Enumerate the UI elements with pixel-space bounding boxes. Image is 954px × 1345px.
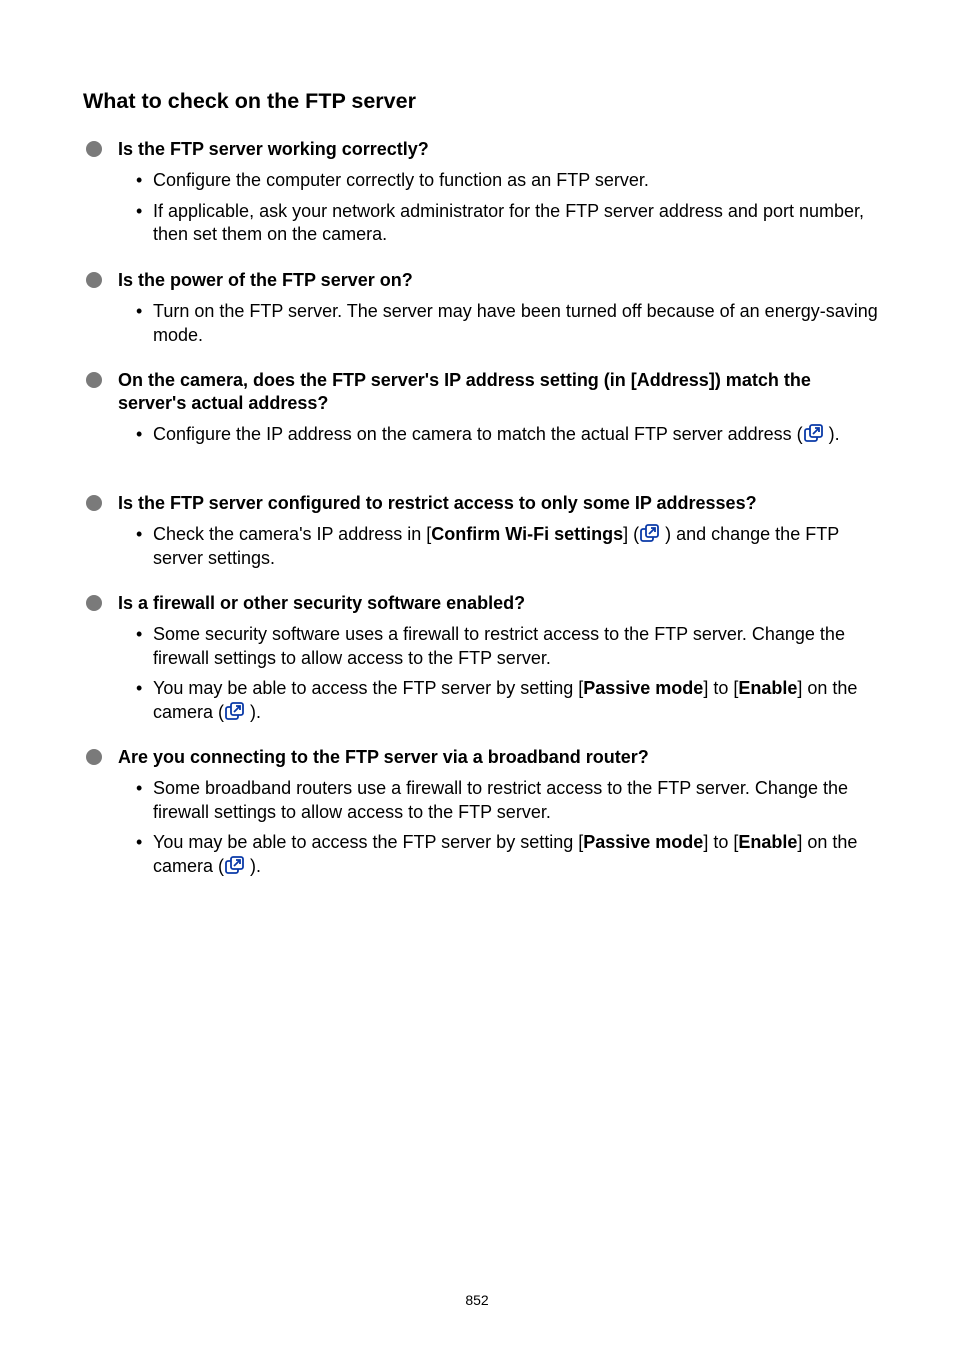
question-heading bbox=[83, 138, 883, 161]
bullet-circle-icon bbox=[86, 372, 102, 388]
answer-text: Configure the IP address on the camera to match the actual FTP server address ( ). bbox=[153, 424, 840, 444]
answer-item bbox=[83, 423, 883, 447]
check-item bbox=[83, 269, 883, 354]
question-heading bbox=[83, 369, 883, 415]
menu-item-name: Passive mode bbox=[583, 678, 704, 698]
bullet-marker: • bbox=[136, 624, 143, 644]
question-text: Are you connecting to the FTP server via a broadband router? bbox=[118, 747, 649, 767]
bullet-marker: • bbox=[136, 778, 143, 798]
answer-item bbox=[83, 169, 883, 193]
bullet-marker: • bbox=[136, 832, 143, 852]
page-title: What to check on the FTP server bbox=[83, 89, 416, 113]
answer-item bbox=[83, 677, 883, 724]
answer-text: You may be able to access the FTP server by setting [Passive mode] to [Enable] on the camera ( ). bbox=[153, 678, 858, 722]
check-item bbox=[83, 138, 883, 254]
bullet-circle-icon bbox=[86, 595, 102, 611]
bullet-marker: • bbox=[136, 301, 143, 321]
menu-item-name: Enable bbox=[738, 678, 798, 698]
menu-item-name: Enable bbox=[738, 832, 798, 852]
answer-item bbox=[83, 777, 883, 824]
question-text: On the camera, does the FTP server's IP address setting (in [Address]) match the server's actual address? bbox=[118, 370, 811, 413]
answer-item bbox=[83, 831, 883, 878]
menu-item-name: Confirm Wi-Fi settings bbox=[431, 524, 624, 544]
bullet-marker: • bbox=[136, 200, 143, 221]
page-reference-icon[interactable] bbox=[225, 702, 244, 721]
check-item bbox=[83, 592, 883, 731]
bullet-marker: • bbox=[136, 524, 143, 544]
bullet-circle-icon bbox=[86, 272, 102, 288]
check-item bbox=[83, 369, 883, 454]
question-heading bbox=[83, 269, 883, 292]
answer-text: Check the camera's IP address in [Confirm Wi-Fi settings] ( ) and change the FTP server settings. bbox=[153, 524, 839, 568]
answer-text: Some security software uses a firewall to restrict access to the FTP server. Change the firewall settings to allow access to the FTP server. bbox=[153, 624, 845, 668]
page-number: 852 bbox=[465, 1292, 489, 1308]
answer-text: Some broadband routers use a firewall to restrict access to the FTP server. Change the firewall settings to allow access to the FTP server. bbox=[153, 778, 849, 822]
page-reference-icon[interactable] bbox=[804, 424, 823, 443]
bullet-marker: • bbox=[136, 424, 143, 444]
question-text: Is the FTP server configured to restrict access to only some IP addresses? bbox=[118, 493, 757, 513]
check-item bbox=[83, 492, 883, 577]
check-item bbox=[83, 746, 883, 885]
bullet-marker: • bbox=[136, 678, 143, 698]
answer-text: Turn on the FTP server. The server may have been turned off because of an energy-saving mode. bbox=[153, 301, 878, 345]
page-reference-icon[interactable] bbox=[225, 856, 244, 875]
answer-item bbox=[83, 200, 883, 247]
answer-item bbox=[83, 523, 883, 570]
bullet-marker: • bbox=[136, 170, 143, 190]
answer-text: You may be able to access the FTP server by setting [Passive mode] to [Enable] on the camera ( ). bbox=[153, 832, 858, 876]
bullet-circle-icon bbox=[86, 495, 102, 511]
answer-item bbox=[83, 623, 883, 670]
answer-text: If applicable, ask your network administrator for the FTP server address and port number, then set them on the camera. bbox=[153, 200, 864, 244]
question-heading bbox=[83, 592, 883, 615]
answer-text: Configure the computer correctly to function as an FTP server. bbox=[153, 170, 649, 190]
question-text: Is the FTP server working correctly? bbox=[118, 139, 429, 159]
question-heading bbox=[83, 746, 883, 769]
page-reference-icon[interactable] bbox=[640, 524, 659, 543]
bullet-circle-icon bbox=[86, 141, 102, 157]
answer-item bbox=[83, 300, 883, 347]
question-heading bbox=[83, 492, 883, 515]
menu-item-name: Passive mode bbox=[583, 832, 704, 852]
question-text: Is a firewall or other security software enabled? bbox=[118, 593, 526, 613]
question-text: Is the power of the FTP server on? bbox=[118, 270, 413, 290]
bullet-circle-icon bbox=[86, 749, 102, 765]
